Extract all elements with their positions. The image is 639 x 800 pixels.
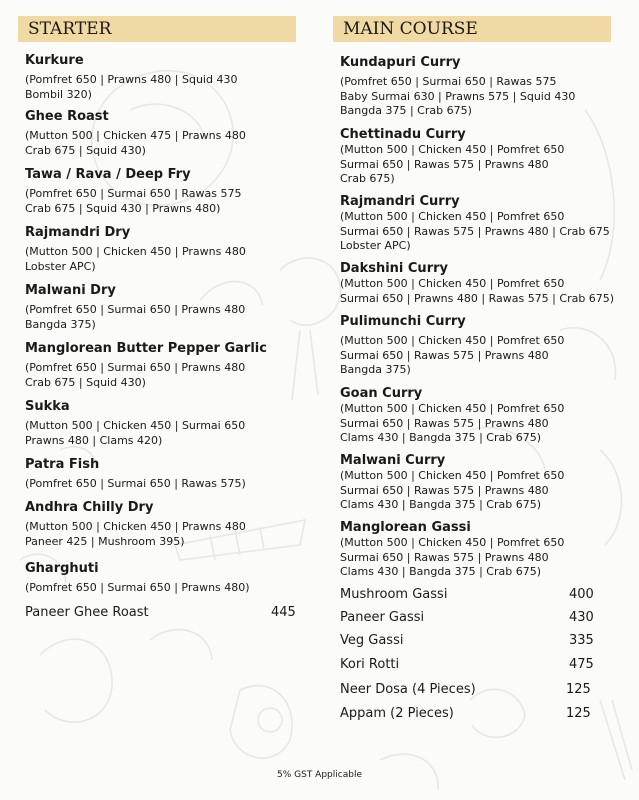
item-name: Kundapuri Curry <box>340 55 461 70</box>
menu-item <box>18 398 300 448</box>
item-prices: (Pomfret 650 | Surmai 650 | Rawas 575 Crab 675 | Squid 430 | Prawns 480) <box>25 187 242 215</box>
item-price: 125 <box>566 682 591 697</box>
item-name: Paneer Gassi <box>340 610 425 625</box>
menu-item <box>333 260 615 306</box>
menu-item <box>333 54 615 119</box>
item-price: 445 <box>271 605 296 620</box>
item-name: Paneer Ghee Roast <box>25 605 149 620</box>
item-prices: (Mutton 500 | Chicken 450 | Prawns 480 Paneer 425 | Mushroom 395) <box>25 520 246 548</box>
item-prices: (Mutton 500 | Chicken 450 | Pomfret 650 Surmai 650 | Rawas 575 | Prawns 480 Clams 430 | Bangda 375 | Crab 675) <box>340 402 565 444</box>
item-prices: (Mutton 500 | Chicken 450 | Pomfret 650 Surmai 650 | Rawas 575 | Prawns 480 Bangda 375) <box>340 334 565 376</box>
item-name: Sukka <box>25 399 70 414</box>
menu-item <box>18 166 300 216</box>
item-name: Malwani Curry <box>340 453 446 468</box>
item-prices: (Mutton 500 | Chicken 450 | Pomfret 650 Surmai 650 | Rawas 575 | Prawns 480 Clams 430 | Bangda 375 | Crab 675) <box>340 536 565 578</box>
item-name: Kori Rotti <box>340 657 400 672</box>
menu-item <box>18 224 300 274</box>
menu-item <box>333 452 615 513</box>
menu-item <box>333 313 615 378</box>
gst-note: 5% GST Applicable <box>277 770 362 780</box>
item-name: Mushroom Gassi <box>340 587 448 602</box>
item-name: Malwani Dry <box>25 283 116 298</box>
item-prices: (Mutton 500 | Chicken 450 | Pomfret 650 Surmai 650 | Prawns 480 | Rawas 575 | Crab 675) <box>340 277 615 305</box>
item-price: 430 <box>569 610 594 625</box>
menu-item <box>18 108 300 158</box>
item-name: Manglorean Butter Pepper Garlic <box>25 341 267 356</box>
item-prices: (Mutton 500 | Chicken 450 | Pomfret 650 Surmai 650 | Rawas 575 | Prawns 480 | Crab 675 Lobster APC) <box>340 210 610 252</box>
item-price: 475 <box>569 657 594 672</box>
item-prices: (Pomfret 650 | Prawns 480 | Squid 430 Bombil 320) <box>25 73 238 101</box>
item-prices: (Mutton 500 | Chicken 450 | Prawns 480 Lobster APC) <box>25 245 246 273</box>
item-name: Veg Gassi <box>340 633 404 648</box>
item-name: Pulimunchi Curry <box>340 314 466 329</box>
menu-item <box>18 456 300 492</box>
item-price: 400 <box>569 587 594 602</box>
menu-item <box>18 499 300 549</box>
item-prices: (Mutton 500 | Chicken 450 | Surmai 650 Prawns 480 | Clams 420) <box>25 419 246 447</box>
item-name: Kurkure <box>25 53 84 68</box>
item-prices: (Pomfret 650 | Surmai 650 | Prawns 480 Crab 675 | Squid 430) <box>25 361 246 389</box>
item-name: Ghee Roast <box>25 109 109 124</box>
item-prices: (Mutton 500 | Chicken 475 | Prawns 480 Crab 675 | Squid 430) <box>25 129 246 157</box>
item-name: Gharghuti <box>25 561 99 576</box>
item-name: Goan Curry <box>340 386 423 401</box>
item-prices: (Pomfret 650 | Surmai 650 | Rawas 575 Baby Surmai 630 | Prawns 575 | Squid 430 Bangda 375 | Crab 675) <box>340 75 576 117</box>
menu-item <box>18 282 300 332</box>
item-prices: (Pomfret 650 | Surmai 650 | Rawas 575) <box>25 477 246 490</box>
item-name: Rajmandri Dry <box>25 225 131 240</box>
item-prices: (Mutton 500 | Chicken 450 | Pomfret 650 Surmai 650 | Rawas 575 | Prawns 480 Crab 675) <box>340 143 565 185</box>
menu-item <box>18 340 300 390</box>
item-name: Andhra Chilly Dry <box>25 500 154 515</box>
menu-item <box>333 193 615 254</box>
menu-item <box>333 519 615 580</box>
main-course-header: MAIN COURSE <box>333 16 611 42</box>
item-prices: (Mutton 500 | Chicken 450 | Pomfret 650 Surmai 650 | Rawas 575 | Prawns 480 Clams 430 | Bangda 375 | Crab 675) <box>340 469 565 511</box>
starter-header: STARTER <box>18 16 296 42</box>
item-price: 125 <box>566 706 591 721</box>
item-name: Neer Dosa (4 Pieces) <box>340 682 476 697</box>
item-price: 335 <box>569 633 594 648</box>
item-prices: (Pomfret 650 | Surmai 650 | Prawns 480) <box>25 581 250 594</box>
menu-item <box>333 385 615 446</box>
item-name: Manglorean Gassi <box>340 520 471 535</box>
menu-item <box>18 560 300 596</box>
menu-item <box>333 126 615 187</box>
item-name: Chettinadu Curry <box>340 127 466 142</box>
item-name: Rajmandri Curry <box>340 194 460 209</box>
item-name: Patra Fish <box>25 457 100 472</box>
item-name: Tawa / Rava / Deep Fry <box>25 167 191 182</box>
menu-item <box>18 52 300 102</box>
item-prices: (Pomfret 650 | Surmai 650 | Prawns 480 Bangda 375) <box>25 303 246 331</box>
item-name: Appam (2 Pieces) <box>340 706 454 721</box>
item-name: Dakshini Curry <box>340 261 448 276</box>
